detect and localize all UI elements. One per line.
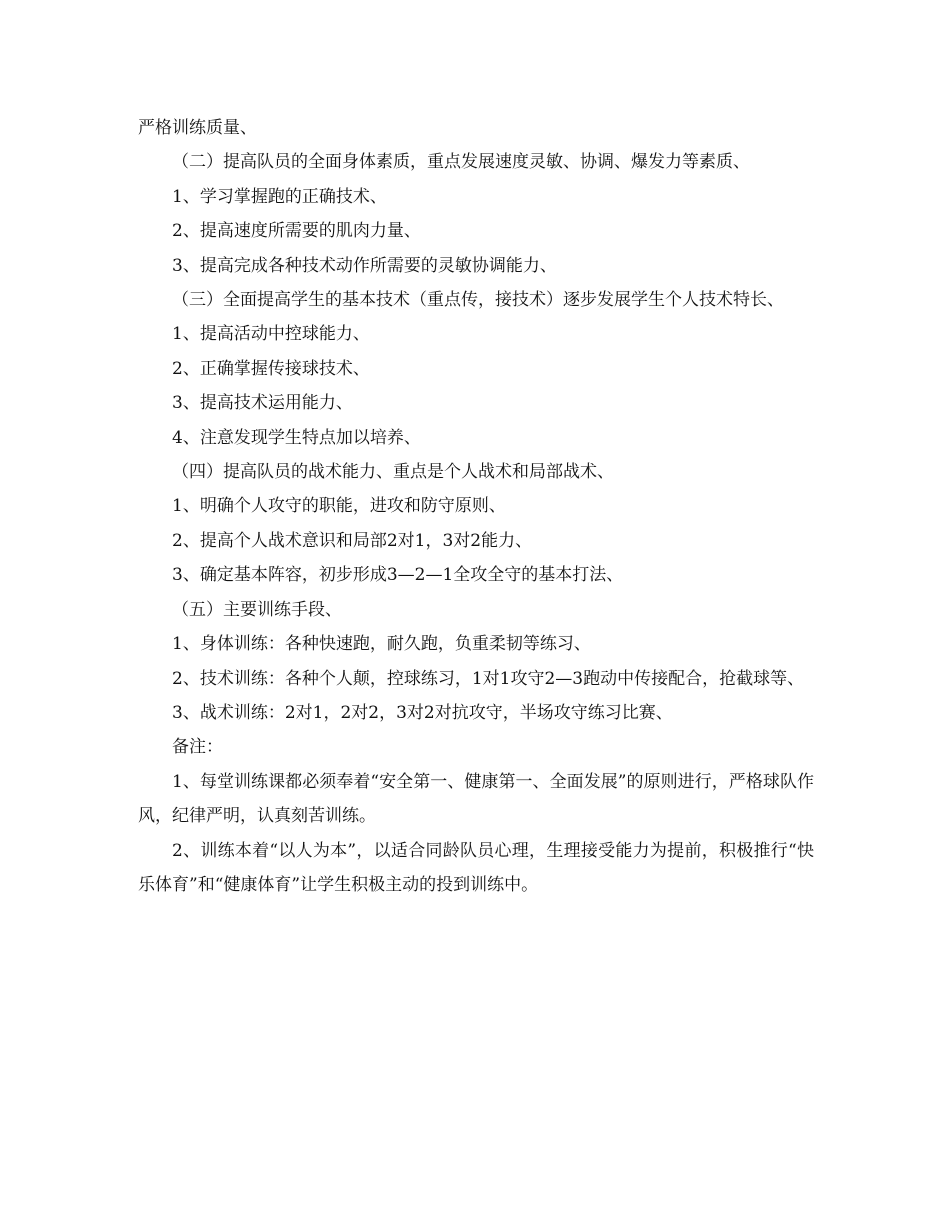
list-item: 2、技术训练：各种个人颠，控球练习，1对1攻守2—3跑动中传接配合，抢截球等、 bbox=[172, 668, 805, 689]
list-item: 1、身体训练：各种快速跑，耐久跑，负重柔韧等练习、 bbox=[172, 634, 591, 655]
section-heading-5: （五）主要训练手段、 bbox=[172, 599, 342, 620]
list-item: 2、提高个人战术意识和局部2对1，3对2能力、 bbox=[172, 530, 533, 551]
document-body bbox=[138, 111, 814, 902]
section-heading-2: （二）提高队员的全面身体素质，重点发展速度灵敏、协调、爆发力等素质、 bbox=[172, 152, 750, 173]
section-heading-4: （四）提高队员的战术能力、重点是个人战术和局部战术、 bbox=[172, 462, 614, 483]
paragraph-continuation: 严格训练质量、 bbox=[138, 118, 257, 138]
list-item: 3、提高完成各种技术动作所需要的灵敏协调能力、 bbox=[172, 255, 557, 276]
list-item: 4、注意发现学生特点加以培养、 bbox=[172, 427, 421, 448]
list-item: 1、明确个人攻守的职能，进攻和防守原则、 bbox=[172, 496, 506, 517]
note-item: 1、每堂训练课都必须奉着“安全第一、健康第一、全面发展”的原则进行，严格球队作风，纪律严明，认真刻苦训练。 bbox=[138, 771, 814, 827]
list-item: 3、确定基本阵容，初步形成3—2—1全攻全守的基本打法、 bbox=[172, 565, 624, 586]
notes-heading: 备注： bbox=[172, 737, 223, 758]
note-item: 2、训练本着“以人为本”，以适合同龄队员心理，生理接受能力为提前，积极推行“快乐体育”和“健康体育”让学生积极主动的投到训练中。 bbox=[138, 840, 814, 895]
list-item: 3、战术训练：2对1，2对2，3对2对抗攻守，半场攻守练习比赛、 bbox=[172, 702, 673, 723]
list-item: 3、提高技术运用能力、 bbox=[172, 393, 353, 414]
list-item: 2、提高速度所需要的肌肉力量、 bbox=[172, 221, 421, 242]
list-item: 1、学习掌握跑的正确技术、 bbox=[172, 186, 387, 207]
list-item: 2、正确掌握传接球技术、 bbox=[172, 358, 370, 379]
section-heading-3: （三）全面提高学生的基本技术（重点传，接技术）逐步发展学生个人技术特长、 bbox=[172, 290, 784, 311]
list-item: 1、提高活动中控球能力、 bbox=[172, 324, 370, 345]
